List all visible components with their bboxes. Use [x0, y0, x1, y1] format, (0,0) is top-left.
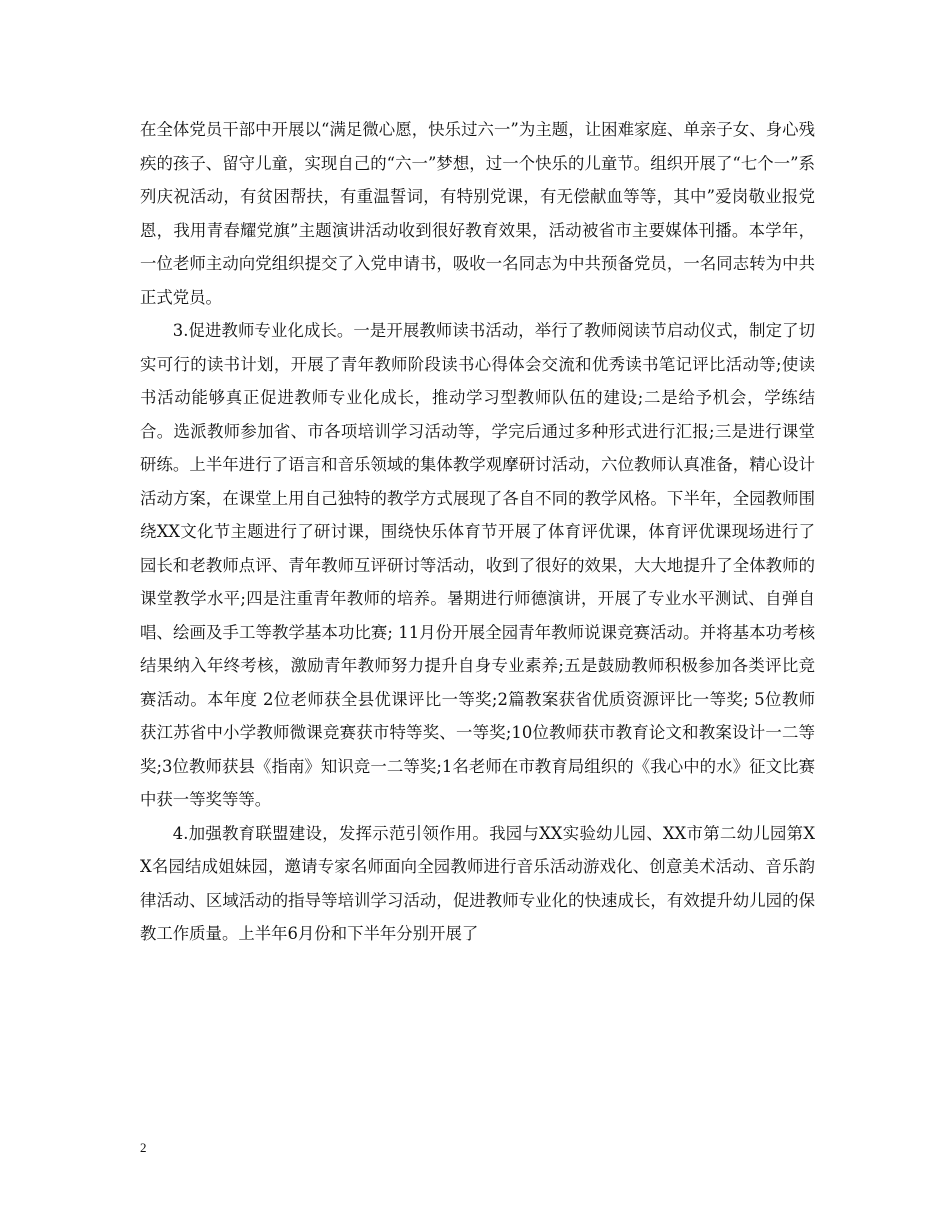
document-body — [140, 113, 815, 951]
page-number: 2 — [140, 1140, 147, 1155]
paragraph-education-alliance: 4.加强教育联盟建设，发挥示范引领作用。我园与XX实验幼儿园、XX市第二幼儿园第XX名园结成姐妹园，邀请专家名师面向全园教师进行音乐活动游戏化、创意美术活动、音乐韵律活动、区域活动的指导等培训学习活动，促进教师专业化的快速成长，有效提升幼儿园的保教工作质量。上半年6月份和下半年分别开展了 — [140, 823, 815, 943]
paragraph-party-activities: 在全体党员干部中开展以“满足微心愿，快乐过六一”为主题，让困难家庭、单亲子女、身心残疾的孩子、留守儿童，实现自己的“六一”梦想，过一个快乐的儿童节。组织开展了“七个一”系列庆祝活动，有贫困帮扶，有重温誓词，有特别党课，有无偿献血等等，其中”爱岗敬业报党恩，我用青春耀党旗”主题演讲活动收到很好教育效果，活动被省市主要媒体刊播。本学年，一位老师主动向党组织提交了入党申请书，吸收一名同志为中共预备党员，一名同志转为中共正式党员。 — [140, 120, 815, 307]
paragraph-teacher-development: 3.促进教师专业化成长。一是开展教师读书活动，举行了教师阅读节启动仪式，制定了切实可行的读书计划，开展了青年教师阶段读书心得体会交流和优秀读书笔记评比活动等;使读书活动能够真正促进教师专业化成长，推动学习型教师队伍的建设;二是给予机会，学练结合。选派教师参加省、市各项培训学习活动等，学完后通过多种形式进行汇报;三是进行课堂研练。上半年进行了语言和音乐领域的集体教学观摩研讨活动，六位教师认真准备，精心设计活动方案，在课堂上用自己独特的教学方式展现了各自不同的教学风格。下半年，全园教师围绕XX文化节主题进行了研讨课，围绕快乐体育节开展了体育评优课，体育评优课现场进行了园长和老教师点评、青年教师互评研讨等活动，收到了很好的效果，大大地提升了全体教师的课堂教学水平;四是注重青年教师的培养。暑期进行师德演讲，开展了专业水平测试、自弹自唱、绘画及手工等教学基本功比赛; 11月份开展全园青年教师说课竞赛活动。并将基本功考核结果纳入年终考核，激励青年教师努力提升自身专业素养;五是鼓励教师积极参加各类评比竞赛活动。本年度 2位老师获全县优课评比一等奖;2篇教案获省优质资源评比一等奖; 5位教师获江苏省中小学教师微课竞赛获市特等奖、一等奖;10位教师获市教育论文和教案设计一二等奖;3位教师获县《指南》知识竞一二等奖;1名老师在市教育局组织的《我心中的水》征文比赛中获一等奖等等。 — [140, 321, 815, 809]
